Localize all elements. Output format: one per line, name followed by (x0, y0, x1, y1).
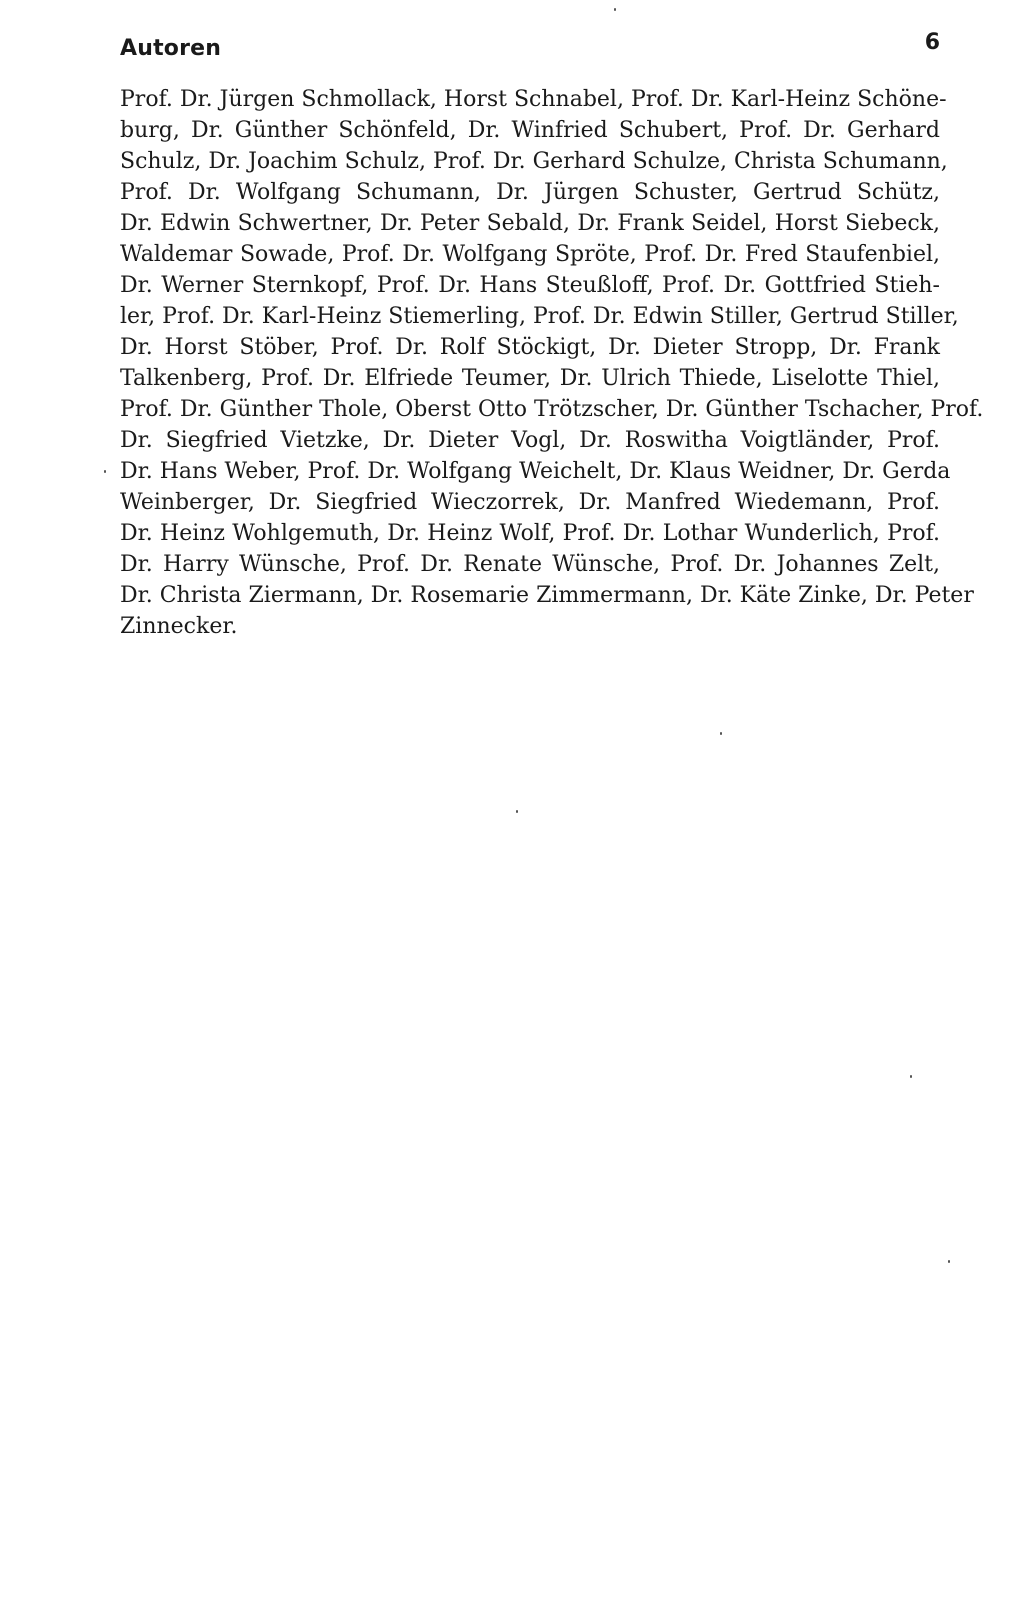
scan-speck (910, 1075, 912, 1078)
text-line: Weinberger, Dr. Siegfried Wieczorrek, Dr. Manfred Wiedemann, Prof. (120, 490, 940, 515)
author-list (120, 84, 984, 642)
scan-speck (948, 1260, 950, 1263)
text-line: Dr. Hans Weber, Prof. Dr. Wolfgang Weichelt, Dr. Klaus Weidner, Dr. Gerda (120, 459, 951, 484)
scan-speck (104, 470, 106, 473)
running-head: Autoren (120, 36, 222, 61)
text-line: Zinnecker. (120, 614, 238, 639)
scan-speck (720, 732, 722, 735)
text-line: Dr. Siegfried Vietzke, Dr. Dieter Vogl, Dr. Roswitha Voigtländer, Prof. (120, 428, 940, 453)
text-line: Dr. Harry Wünsche, Prof. Dr. Renate Wünsche, Prof. Dr. Johannes Zelt, (120, 552, 940, 577)
text-line: Waldemar Sowade, Prof. Dr. Wolfgang Spröte, Prof. Dr. Fred Staufenbiel, (120, 242, 940, 267)
text-line: Dr. Christa Ziermann, Dr. Rosemarie Zimmermann, Dr. Käte Zinke, Dr. Peter (120, 583, 974, 608)
text-line: burg, Dr. Günther Schönfeld, Dr. Winfried Schubert, Prof. Dr. Gerhard (120, 118, 940, 143)
page-number: 6 (924, 30, 940, 55)
text-line: Dr. Heinz Wohlgemuth, Dr. Heinz Wolf, Prof. Dr. Lothar Wunderlich, Prof. (120, 521, 940, 546)
text-line: ler, Prof. Dr. Karl-Heinz Stiemerling, Prof. Dr. Edwin Stiller, Gertrud Stiller, (120, 304, 959, 329)
text-line: Talkenberg, Prof. Dr. Elfriede Teumer, Dr. Ulrich Thiede, Liselotte Thiel, (120, 366, 940, 391)
page-header (120, 30, 940, 70)
text-line: Prof. Dr. Jürgen Schmollack, Horst Schnabel, Prof. Dr. Karl-Heinz Schöne- (120, 87, 947, 112)
text-line: Prof. Dr. Günther Thole, Oberst Otto Trötzscher, Dr. Günther Tschacher, Prof. (120, 397, 984, 422)
scan-speck (516, 810, 518, 813)
scan-speck (614, 8, 616, 11)
text-line: Dr. Werner Sternkopf, Prof. Dr. Hans Steußloff, Prof. Dr. Gottfried Stieh- (120, 273, 940, 298)
text-line: Dr. Edwin Schwertner, Dr. Peter Sebald, Dr. Frank Seidel, Horst Siebeck, (120, 211, 940, 236)
text-line: Schulz, Dr. Joachim Schulz, Prof. Dr. Gerhard Schulze, Christa Schumann, (120, 149, 948, 174)
text-line: Dr. Horst Stöber, Prof. Dr. Rolf Stöckigt, Dr. Dieter Stropp, Dr. Frank (120, 335, 940, 360)
text-line: Prof. Dr. Wolfgang Schumann, Dr. Jürgen Schuster, Gertrud Schütz, (120, 180, 940, 205)
